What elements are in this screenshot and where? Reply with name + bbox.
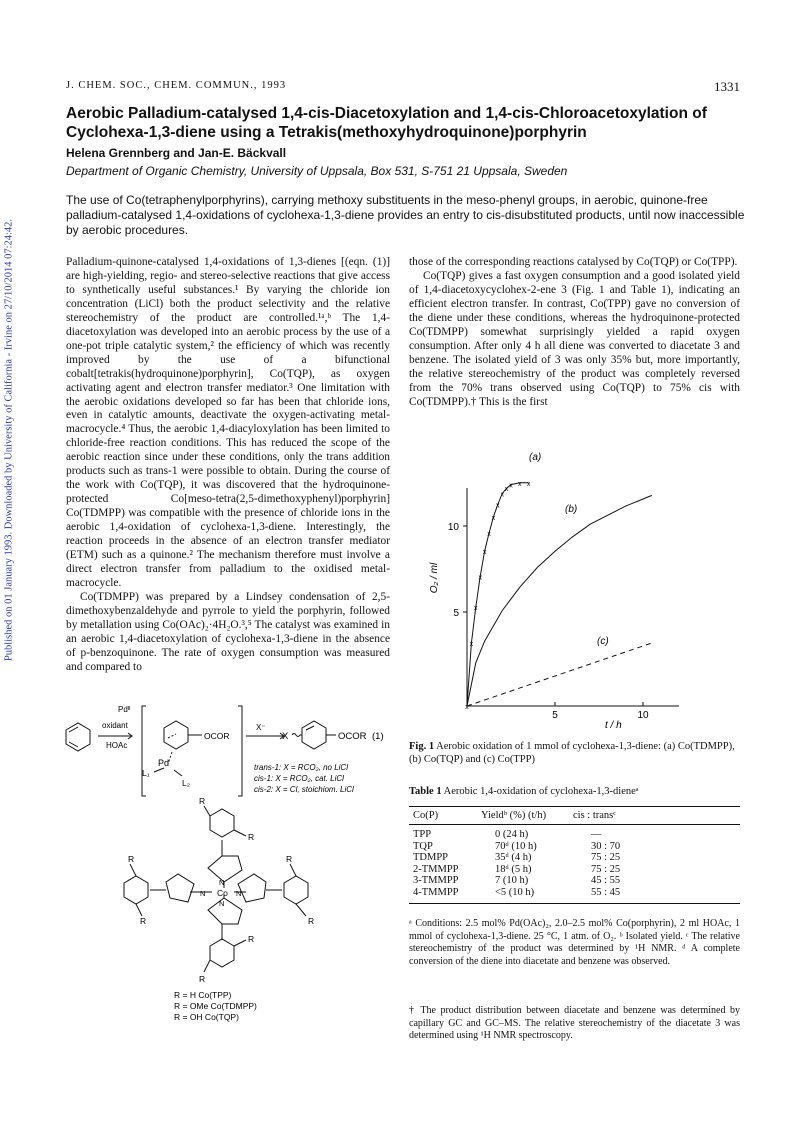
table-row: 4-TMMPP <5 (10 h) 55 : 45 (409, 887, 740, 903)
product-ring (302, 721, 326, 749)
r-label: R (199, 974, 206, 984)
phenyl-ring (284, 876, 308, 904)
data-point-marker: x (526, 480, 531, 488)
table-row: TPP 0 (24 h) — (413, 829, 602, 840)
table-title (409, 786, 740, 797)
data-point-marker: x (478, 574, 482, 582)
r-label: R (308, 916, 315, 926)
abstract: The use of Co(tetraphenylporphyrins), carrying methoxy substituents in the meso-phenyl groups, in aerobic, quinone-free palladium-catalysed 1,4-oxidations of cyclohexa-1,3-diene provides an entry to cis-disubstituted products, until now inaccessible by aerobic procedures. (66, 193, 745, 237)
r-label: R (199, 796, 206, 806)
data-point-marker: x (518, 480, 522, 488)
curve-label-b: (b) (565, 504, 578, 515)
data-point-marker: x (487, 531, 491, 539)
scheme-l2: L₂ (182, 778, 191, 788)
scheme-condition: trans-1: X = RCO₂, no LiCl (254, 763, 348, 772)
article-title: Aerobic Palladium-catalysed 1,4-cis-Diacetoxylation and 1,4-cis-Chloroacetoxylation of Cyclohexa-1,3-diene using a Tetrakis(methoxyhydroquinone)porphyrin (66, 105, 707, 141)
scheme-l1: L₁ (142, 768, 150, 778)
journal-header: J. CHEM. SOC., CHEM. COMMUN., 1993 (66, 80, 287, 91)
table-title-label: Table 1 (409, 786, 442, 797)
data-point-marker: x (474, 605, 478, 612)
pyrrole-ring (238, 874, 266, 902)
body-column-right (409, 256, 740, 409)
data-point-marker: x (504, 486, 509, 494)
nitrogen-label: N (219, 899, 225, 908)
r-label: R (248, 934, 255, 944)
figure-caption-label: Fig. 1 (409, 741, 435, 752)
table-row: 2-TMMPP 18ᵈ (5 h) 75 : 25 (413, 863, 621, 875)
x-tick-label: 10 (637, 710, 649, 721)
table-row: 3-TMMPP 7 (10 h) 45 : 55 (413, 875, 621, 887)
results-table (409, 806, 740, 904)
allyl-ring (164, 721, 188, 749)
porphyrin-legend: R = H Co(TPP) (174, 990, 232, 1000)
porphyrin-legend: R = OH Co(TQP) (174, 1012, 239, 1022)
table-header: Yieldᵇ (%) (t/h) (481, 810, 547, 821)
pyrrole-ring (166, 874, 194, 902)
body-column-left (66, 256, 390, 675)
curve-label-c: (c) (597, 636, 609, 647)
table-row: TQP 70ᵈ (10 h) 30 : 70 (413, 840, 621, 852)
pyrrole-ring (208, 898, 242, 924)
r-label: R (286, 854, 293, 864)
y-tick-label: 5 (453, 608, 459, 619)
data-point-marker: x (509, 482, 513, 490)
table-row: TDMPP 35ᵈ (4 h) 75 : 25 (413, 852, 621, 864)
figure-caption-text: Aerobic oxidation of 1 mmol of cyclohexa-1,3-diene: (a) Co(TDMPP), (b) Co(TQP) and (c) Co(TPP) (409, 741, 735, 765)
figure-caption (409, 740, 740, 766)
y-tick-label: 10 (447, 522, 459, 533)
scheme-ocor: OCOR (204, 731, 230, 741)
y-axis-label: O₂ / ml (429, 562, 440, 594)
scheme-pd: Pd (158, 758, 170, 768)
table-title-text: Aerobic 1,4-oxidation of cyclohexa-1,3-dieneᵃ (443, 786, 639, 797)
r-label: R (140, 916, 147, 926)
data-point-marker: x (491, 515, 496, 522)
scheme-solvent: HOAc (106, 741, 128, 750)
curve-label-a: (a) (529, 452, 542, 463)
table-header: Co(P) (413, 810, 439, 821)
scheme-x: X (282, 731, 289, 742)
phenyl-ring (124, 876, 148, 904)
paragraph: Palladium-quinone-catalysed 1,4-oxidations of 1,3-dienes [(eqn. (1)] are high-yielding, regio- and stereo-selective reactions that give access to synthetically useful substances.¹ By varying the chloride ion concentration (LiCl) both the product selectivity and the relative stereochemistry of the product are controlled.¹ᵃ,ᵇ The 1,4-diacetoxylation was developed into an aerobic process by the use of a one-pot triple catalytic system,² the efficiency of which was recently improved by the use of a bifunctional cobalt[tetrakis(hydroquinone)porphyrin], Co(TQP), as oxygen activating agent and electron transfer mediator.³ One limitation with the aerobic oxidations developed so far has been that chloride ions, even in catalytic amounts, deactivate the oxygen-activating metal-macrocycle.⁴ Thus, the aerobic 1,4-diacyloxylation has been limited to chloride-free reaction conditions. This has reduced the scope of the aerobic reaction since under these conditions, only the trans addition products such as trans-1 were possible to obtain. During the course of the work with Co(TQP), it was discovered that the hydroquinone-protected Co[meso-tetra(2,5-dimethoxyphenyl)porphyrin] Co(TDMPP) was compatible with the presence of chloride ions in the aerobic 1,4-oxidation of cyclohexa-1,3-diene. Interestingly, the reaction proceeds in the absence of an electron transfer mediator (ETM) such as a quinone.² The mechanism therefore must involve a direct electron transfer from palladium to the oxidised metal-macrocycle. (66, 256, 390, 589)
table-header: cis : transᶜ (573, 810, 616, 821)
x-tick-label: 5 (552, 710, 558, 721)
scheme-condition: cis-1: X = RCO₂, cat. LiCl (254, 774, 344, 783)
nitrogen-label: N (219, 878, 225, 887)
phenyl-ring (210, 939, 234, 967)
download-watermark: Published on 01 January 1993. Downloaded by University of California - Irvine on 27/10/2014 07:24:42. (3, 218, 15, 662)
cobalt-label: Co (217, 888, 228, 898)
data-point-marker: x (465, 704, 469, 711)
data-point-marker: x (469, 641, 474, 648)
figure-1-plot (409, 448, 740, 733)
footnote: † The product distribution between diacetate and benzene was determined by capillary GC and GC–MS. The relative stereochemistry of the diacetate 3 was determined using ¹H NMR spectroscopy. (409, 1005, 740, 1042)
x-axis-label: t / h (605, 720, 622, 731)
data-point-marker: x (496, 502, 500, 510)
phenyl-ring (210, 809, 234, 837)
table-notes: ᵃ Conditions: 2.5 mol% Pd(OAc)₂, 2.0–2.5 mol% Co(porphyrin), 2 ml HOAc, 1 mmol of cyclohexa-1,3-diene. 25 °C, 1 atm. of O₂. ᵇ Isolated yield. ᶜ The relative stereochemistry of the product was determined by ¹H NMR. ᵈ A complete conversion of the diene into diacetate and benzene was observed. (409, 918, 740, 967)
r-label: R (128, 854, 135, 864)
data-point-marker: x (500, 491, 504, 499)
data-point-marker: x (482, 549, 487, 557)
scheme-condition: cis-2: X = Cl, stoichiom. LiCl (254, 785, 354, 794)
scheme-oxidant: oxidant (102, 721, 128, 730)
paragraph: Co(TQP) gives a fast oxygen consumption and a good isolated yield of 1,4-diacetoxycyclohex-2-ene 3 (Fig. 1 and Table 1), indicating an efficient electron transfer. In contrast, Co(TPP) gave no conversion of the diene under these conditions, whereas the hydroquinone-protected Co(TDMPP) somewhat surprisingly yielded a rapid oxygen consumption. After only 4 h all diene was converted to diacetate 3 and benzene. The isolated yield of 3 was only 35% but, more importantly, the relative stereochemistry of the product was completely reversed from the 70% trans observed using Co(TQP) to 75% cis with Co(TDMPP).† This is the first (409, 269, 740, 408)
paragraph: those of the corresponding reactions catalysed by Co(TQP) or Co(TPP). (409, 256, 738, 268)
chemical-scheme (60, 698, 400, 1028)
nitrogen-label: N (236, 889, 242, 898)
scheme-eqn-number: (1) (372, 731, 384, 742)
plot-area (429, 452, 679, 731)
scheme-ocor-product: OCOR (338, 731, 367, 742)
series-line-0 (467, 480, 531, 706)
pyrrole-ring (208, 856, 242, 882)
nitrogen-label: N (200, 889, 206, 898)
scheme-x-minus: X⁻ (256, 723, 266, 732)
page-number: 1331 (714, 79, 740, 94)
series-line-2 (467, 643, 652, 706)
authors: Helena Grennberg and Jan-E. Bäckvall (66, 146, 287, 160)
affiliation: Department of Organic Chemistry, University of Uppsala, Box 531, S-751 21 Uppsala, Sweden (66, 164, 568, 178)
porphyrin-legend: R = OMe Co(TDMPP) (174, 1001, 257, 1011)
paragraph: Co(TDMPP) was prepared by a Lindsey condensation of 2,5-dimethoxybenzaldehyde and pyrrole to yield the porphyrin, followed by metallation using Co(OAc)₂·4H₂O.³,⁵ The catalyst was examined in an aerobic 1,4-diacetoxylation of cyclohexa-1,3-diene in the absence of p-benzoquinone. The rate of oxygen consumption was measured and compared to (66, 590, 390, 673)
porphyrin-structure (124, 806, 308, 972)
scheme-pd-label: Pdᴵᴵ (118, 705, 131, 714)
r-label: R (248, 832, 255, 842)
series-line-1 (467, 495, 652, 706)
